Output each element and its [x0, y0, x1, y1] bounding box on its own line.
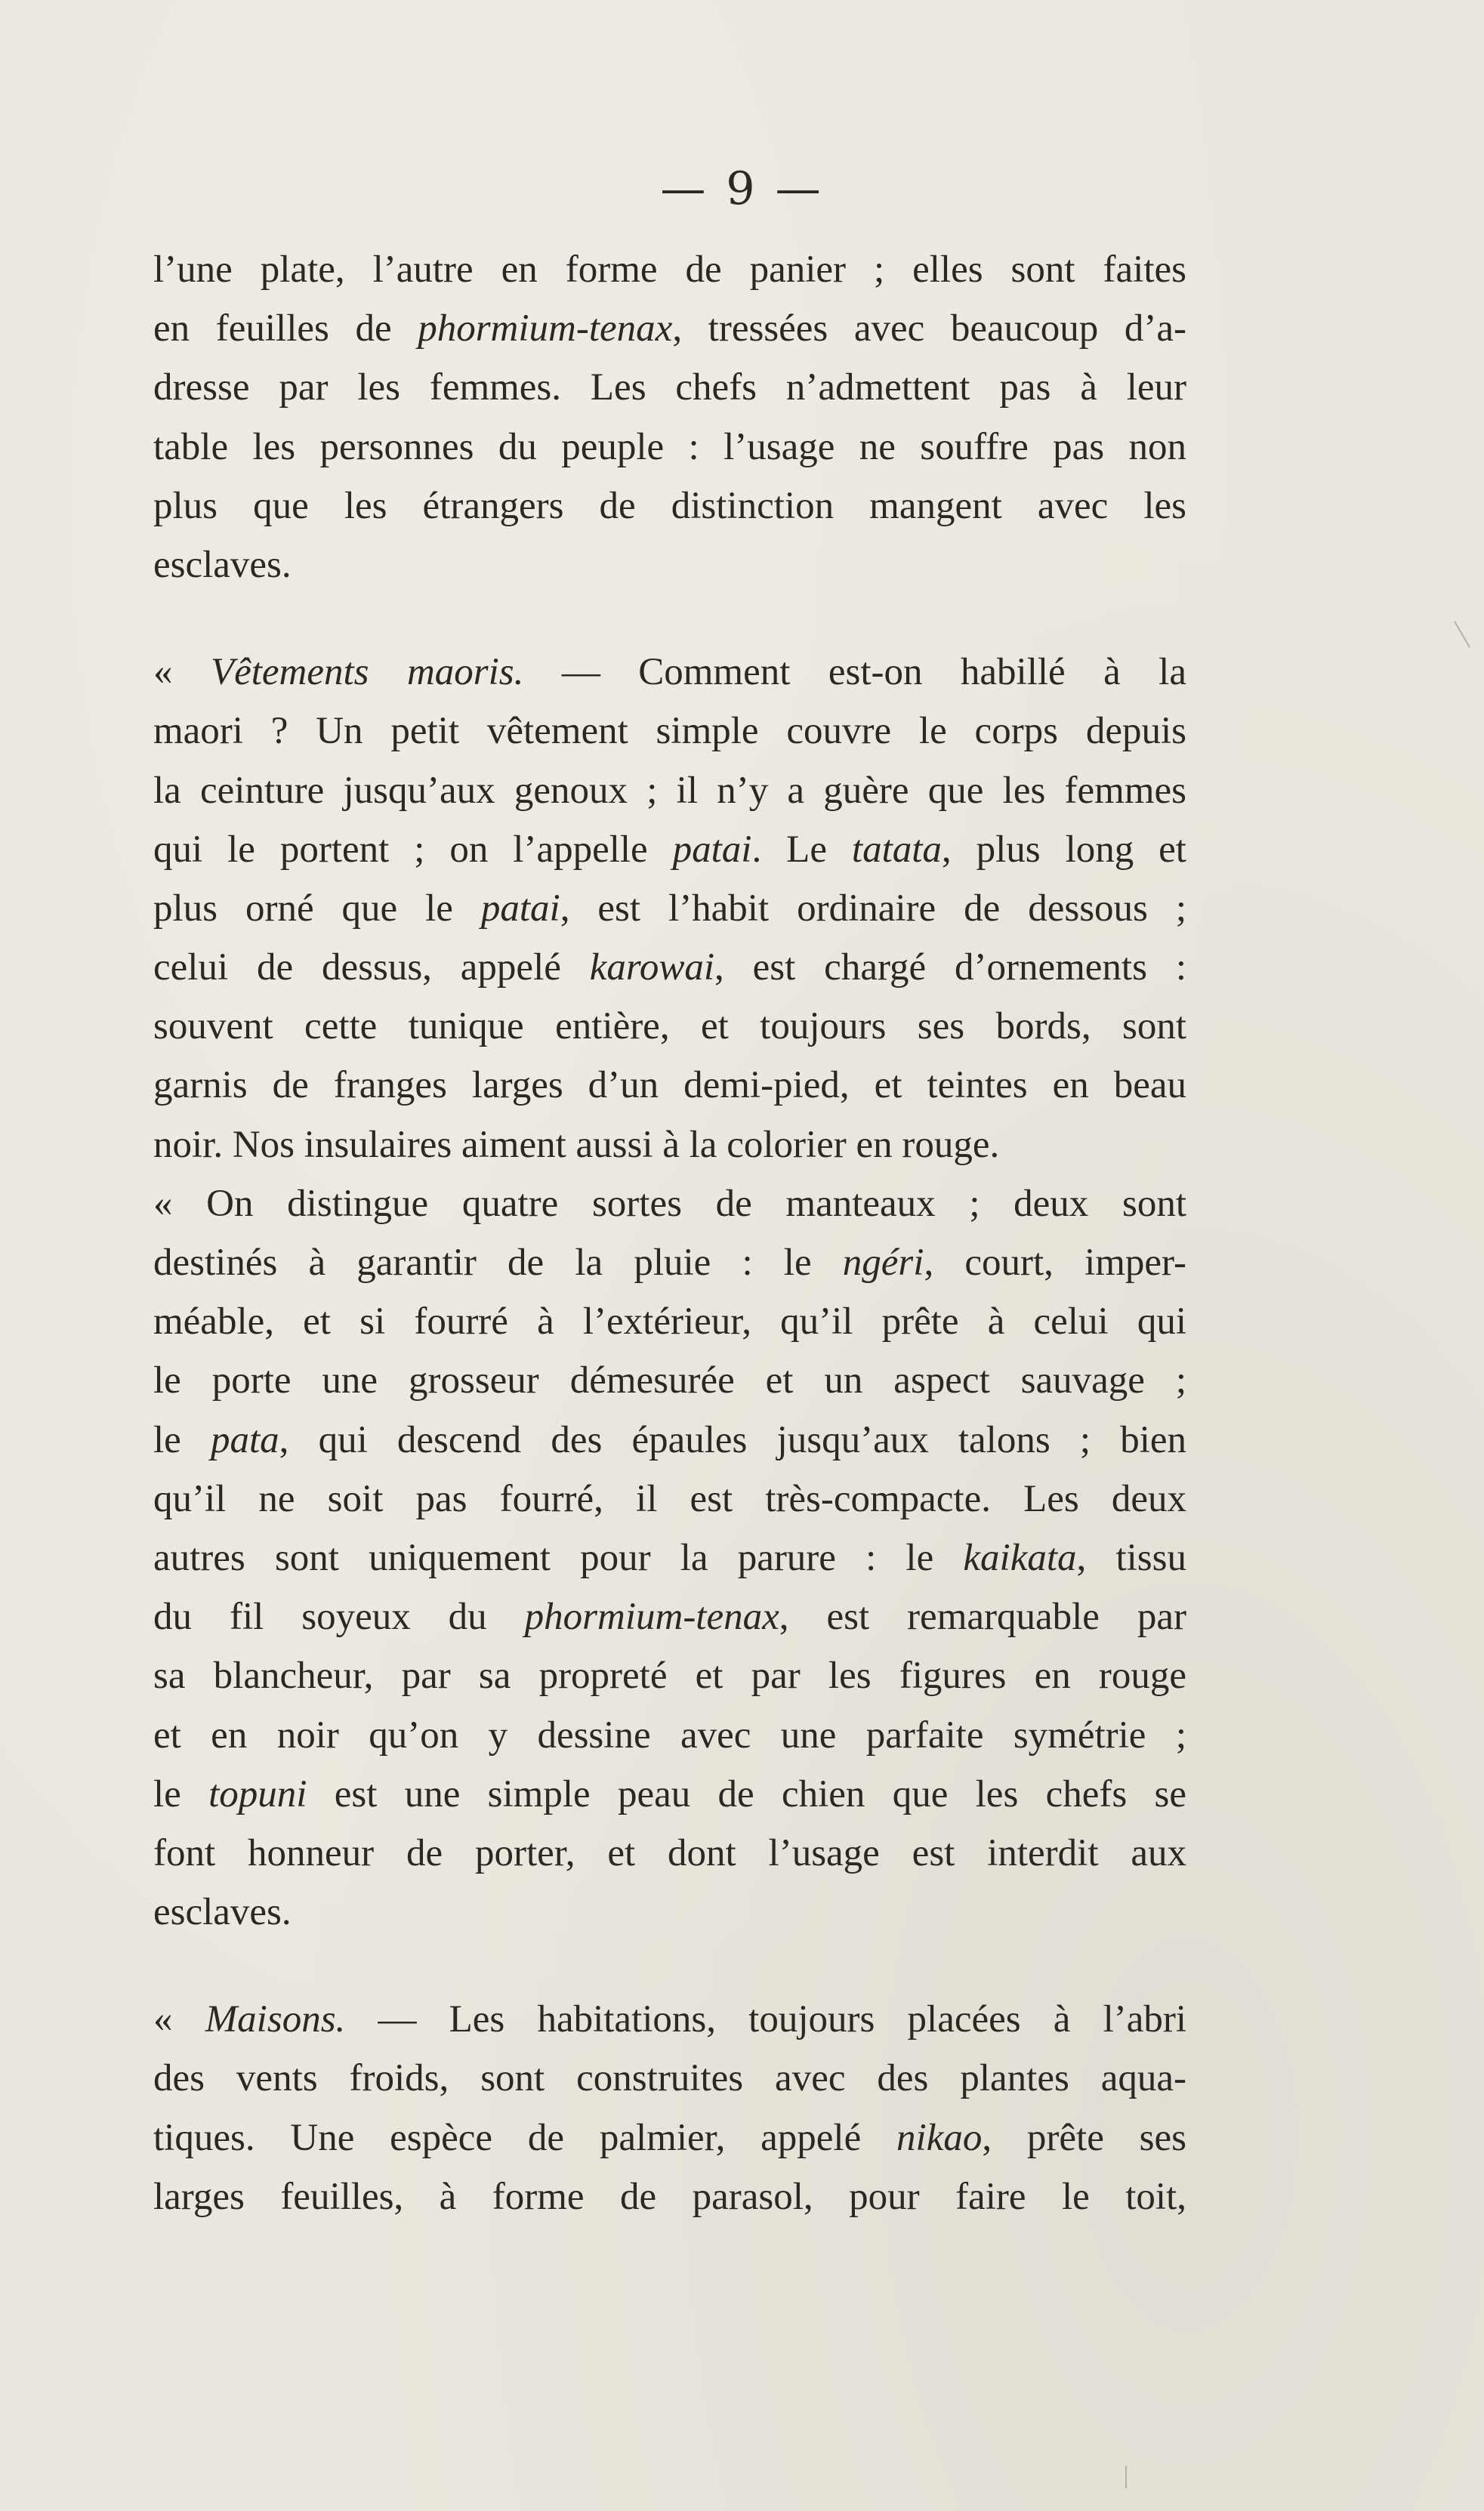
text-line	[153, 358, 1186, 417]
text-run: destinés à garantir de la pluie : le	[153, 1242, 843, 1284]
text-run: , prête ses	[982, 2116, 1186, 2159]
text-line	[153, 1646, 1186, 1705]
italic-term: phormium-tenax	[418, 307, 673, 350]
text-run: esclaves.	[153, 1891, 292, 1934]
text-line	[153, 1706, 1186, 1765]
text-line	[153, 2167, 1186, 2226]
text-line	[153, 1470, 1186, 1529]
italic-term: kaikata	[963, 1536, 1077, 1579]
text-line	[153, 1765, 1186, 1824]
text-run: le	[153, 1772, 209, 1815]
text-run: , tressées avec beaucoup d’a-	[672, 307, 1186, 350]
text-run: plus orné que le	[153, 887, 481, 930]
italic-term: patai	[480, 887, 560, 930]
text-run: garnis de franges larges d’un demi-pied, et teintes en beau	[153, 1064, 1186, 1107]
text-run: , tissu	[1076, 1536, 1186, 1579]
text-line	[153, 1174, 1186, 1233]
text-run: sa blancheur, par sa propreté et par les figures en rouge	[153, 1655, 1186, 1698]
text-line	[153, 820, 1186, 879]
text-run: qui le portent ; on l’appelle	[153, 828, 673, 871]
text-line	[153, 2049, 1186, 2108]
text-run: dresse par les femmes. Les chefs n’admettent pas à leur	[153, 366, 1186, 409]
text-run: qu’il ne soit pas fourré, il est très-compacte. Les deux	[153, 1477, 1186, 1520]
text-line	[153, 1056, 1186, 1115]
text-line	[153, 1233, 1186, 1292]
text-run: , plus long et	[941, 828, 1186, 871]
text-run: esclaves.	[153, 543, 292, 586]
text-run: — Comment est-on habillé à la	[523, 651, 1186, 694]
text-line	[153, 1824, 1186, 1883]
text-line	[153, 418, 1186, 477]
text-run: , est chargé d’ornements :	[714, 946, 1186, 989]
text-run: en feuilles de	[153, 307, 418, 350]
text-run: maori ? Un petit vêtement simple couvre le corps depuis	[153, 710, 1186, 753]
text-run: , est l’habit ordinaire de dessous ;	[560, 887, 1187, 930]
text-line	[153, 702, 1186, 760]
text-run: la ceinture jusqu’aux genoux ; il n’y a guère que les femmes	[153, 769, 1186, 812]
text-line	[153, 997, 1186, 1056]
text-line	[153, 535, 1186, 594]
italic-term: patai	[672, 828, 752, 871]
text-run: souvent cette tunique entière, et toujours ses bords, sont	[153, 1005, 1186, 1048]
text-run: . Le	[751, 828, 852, 871]
text-run: , est remarquable par	[779, 1596, 1186, 1639]
italic-term: nikao	[896, 2116, 983, 2159]
text-run: méable, et si fourré à l’extérieur, qu’il prête à celui qui	[153, 1300, 1186, 1343]
italic-term: ngéri	[842, 1242, 924, 1284]
italic-term: Vêtements maoris.	[210, 651, 524, 694]
text-line	[153, 643, 1186, 702]
text-run: , court, imper-	[924, 1242, 1186, 1284]
text-run: «	[153, 1998, 205, 2041]
text-line	[153, 240, 1186, 299]
text-line	[153, 1883, 1186, 1942]
text-line	[153, 477, 1186, 535]
text-run: table les personnes du peuple : l’usage ne souffre pas non	[153, 425, 1186, 468]
text-run: des vents froids, sont construites avec des plantes aqua-	[153, 2057, 1186, 2100]
italic-term: topuni	[208, 1772, 307, 1815]
text-run: le porte une grosseur démesurée et un aspect sauvage ;	[153, 1359, 1186, 1402]
text-line	[153, 1529, 1186, 1587]
italic-term: karowai	[589, 946, 715, 989]
body-text	[153, 240, 1186, 2226]
italic-term: phormium-tenax	[524, 1596, 779, 1639]
text-run: le	[153, 1418, 211, 1461]
text-run: — Les habitations, toujours placées à l’abri	[345, 1998, 1187, 2041]
italic-term: tatata	[851, 828, 942, 871]
text-line	[153, 1990, 1186, 2049]
text-run: du fil soyeux du	[153, 1596, 525, 1639]
italic-term: pata	[210, 1418, 279, 1461]
text-run: l’une plate, l’autre en forme de panier ; elles sont faites	[153, 248, 1186, 291]
text-run: celui de dessus, appelé	[153, 946, 590, 989]
paper-mark	[1125, 2466, 1127, 2488]
paper-mark	[1454, 621, 1470, 648]
text-run: font honneur de porter, et dont l’usage est interdit aux	[153, 1831, 1186, 1874]
text-line	[153, 299, 1186, 358]
page-number: — 9 —	[660, 162, 824, 215]
text-line	[153, 1411, 1186, 1470]
text-line	[153, 2108, 1186, 2167]
text-run: «	[153, 651, 211, 694]
text-line	[153, 938, 1186, 997]
text-line	[153, 879, 1186, 938]
text-line	[153, 1115, 1186, 1174]
text-line	[153, 1351, 1186, 1410]
text-run: plus que les étrangers de distinction mangent avec les	[153, 484, 1186, 527]
text-run: est une simple peau de chien que les chefs se	[307, 1772, 1186, 1815]
text-run: autres sont uniquement pour la parure : le	[153, 1536, 964, 1579]
text-run: noir. Nos insulaires aiment aussi à la colorier en rouge.	[153, 1123, 1000, 1166]
text-run: « On distingue quatre sortes de manteaux ; deux sont	[153, 1182, 1186, 1225]
text-run: et en noir qu’on y dessine avec une parfaite symétrie ;	[153, 1714, 1186, 1757]
text-line	[153, 761, 1186, 820]
text-line	[153, 1292, 1186, 1351]
text-run: larges feuilles, à forme de parasol, pour faire le toit,	[153, 2175, 1186, 2218]
italic-term: Maisons.	[205, 1998, 346, 2041]
text-line	[153, 1587, 1186, 1646]
text-run: tiques. Une espèce de palmier, appelé	[153, 2116, 897, 2159]
text-run: , qui descend des épaules jusqu’aux talons ; bien	[279, 1418, 1186, 1461]
